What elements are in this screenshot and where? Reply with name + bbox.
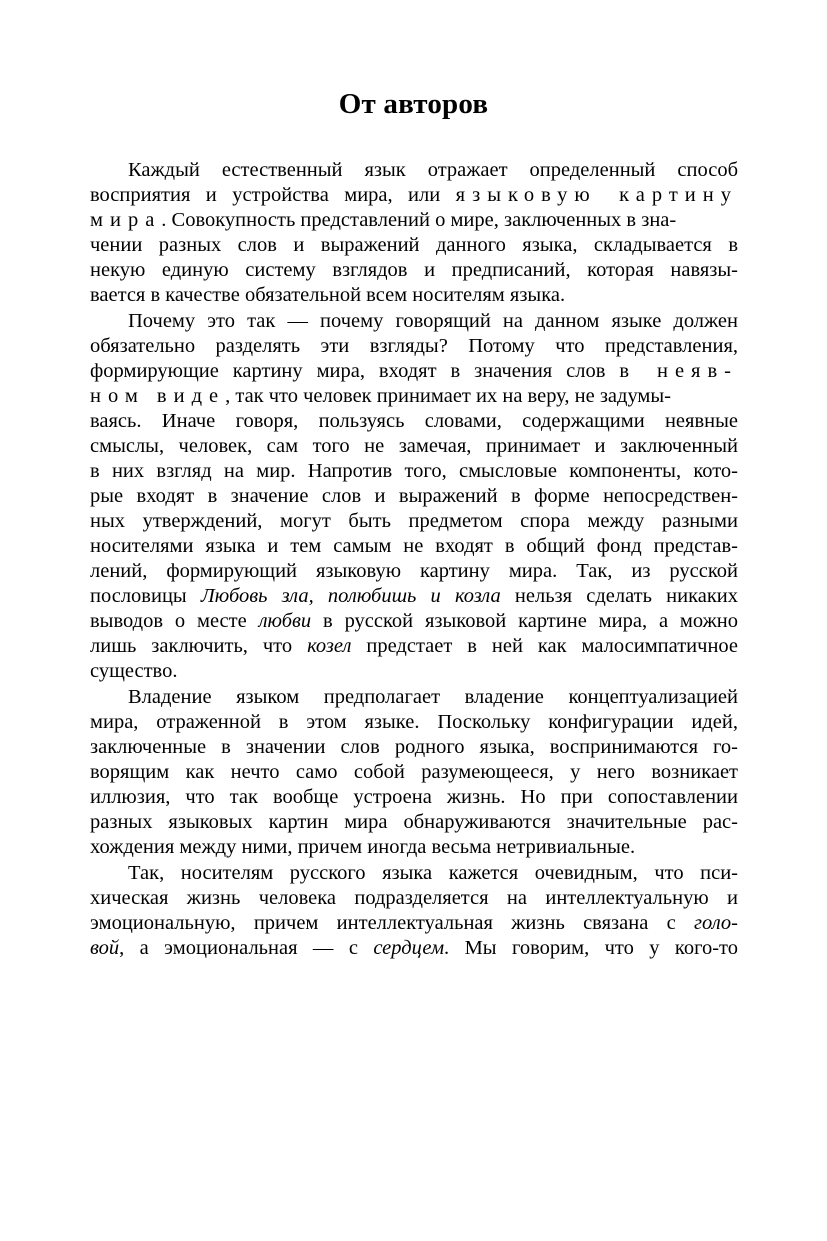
p4-line-3-text: эмоциональную, причем интеллектуальная жизнь связана с [90, 912, 676, 934]
page-title: От авторов [338, 88, 489, 120]
p2-line-7: в них взгляд на мир. Напротив того, смысловые компоненты, кото- [90, 460, 738, 482]
p3-line-3: заключенные в значении слов родного языка, воспринимаются го- [90, 736, 738, 758]
p2-line-4-text: , так что человек принимает их на веру, не задумы- [225, 385, 672, 407]
spaced-term-form: ном виде [90, 385, 226, 407]
p2-line-8: рые входят в значение слов и выражений в форме непосредствен- [90, 485, 738, 507]
p1-line-1: Каждый естественный язык отражает определенный способ [128, 159, 738, 181]
p2-line-11: лений, формирующий языковую картину мира. Так, из русской [90, 560, 738, 582]
p2-line-12-text-end: нельзя сделать никаких [514, 585, 739, 607]
p2-line-10: носителями языка и тем самым не входят в общий фонд представ- [90, 535, 738, 557]
word-head-italic: голо- [693, 912, 738, 934]
p2-line-13-text-end: в русской языковой картине мира, а можно [323, 610, 738, 632]
proverb-italic: Любовь зла, полюбишь и козла [200, 585, 501, 607]
p3-line-7: хождения между ними, причем иногда весьма нетривиальные. [90, 836, 636, 858]
p2-line-6: смыслы, человек, сам того не замечая, принимает и заключенный [90, 435, 738, 457]
p3-line-5: иллюзия, что так вообще устроена жизнь. Но при сопоставлении [90, 786, 738, 808]
word-goat-italic: козел [307, 635, 352, 657]
p3-line-1: Владение языком предполагает владение концептуализацией [128, 686, 738, 708]
p4-line-3 [90, 911, 738, 936]
p4-line-4-text: , а эмоциональная — с [119, 937, 358, 959]
p4-line-4-text-end: . Мы говорим, что у кого-то [444, 937, 739, 959]
spaced-term-world: мира [90, 209, 162, 231]
p1-line-2-text: восприятия и устройства мира, или [90, 184, 441, 206]
word-heart-italic: сердцем [373, 937, 445, 959]
p1-line-4: чении разных слов и выражений данного языка, складывается в [90, 234, 738, 256]
p1-line-3-text: . Совокупность представлений о мире, заключенных в зна- [161, 209, 677, 231]
p2-line-12 [90, 584, 738, 609]
p2-line-3 [90, 359, 738, 384]
p2-line-1: Почему это так — почему говорящий на данном языке должен [128, 310, 738, 332]
p3-line-4: ворящим как нечто само собой разумеющееся, у него возникает [90, 761, 738, 783]
p1-line-3 [90, 208, 738, 233]
p2-line-15: существо. [90, 660, 178, 682]
word-head-italic-end: вой [90, 937, 120, 959]
p2-line-13-text: выводов о месте [90, 610, 247, 632]
p2-line-14-text: лишь заключить, что [90, 635, 293, 657]
p1-line-5: некую единую систему взглядов и предписаний, которая навязы- [90, 259, 738, 281]
p2-line-13 [90, 609, 738, 634]
p1-line-2 [90, 183, 738, 208]
p2-line-12-text: пословицы [90, 585, 187, 607]
spaced-term-language-picture: языковую картину [455, 184, 738, 206]
p2-line-9: ных утверждений, могут быть предметом спора между разными [90, 510, 738, 532]
p3-line-6: разных языковых картин мира обнаруживаются значительные рас- [90, 811, 738, 833]
p1-line-6: вается в качестве обязательной всем носителям языка. [90, 284, 566, 306]
p3-line-2: мира, отраженной в этом языке. Поскольку конфигурации идей, [90, 711, 738, 733]
p2-line-5: ваясь. Иначе говоря, пользуясь словами, содержащими неявные [90, 410, 738, 432]
p2-line-3-text: формирующие картину мира, входят в значения слов [90, 360, 606, 382]
p2-line-14-text-end: предстает в ней как малосимпатичное [366, 635, 739, 657]
p2-line-4 [90, 384, 738, 409]
p2-line-14 [90, 634, 738, 659]
word-love-italic: любви [258, 610, 312, 632]
spaced-term-implicit: в неяв- [619, 360, 738, 382]
p4-line-4 [90, 936, 738, 961]
p4-line-1: Так, носителям русского языка кажется очевидным, что пси- [128, 862, 738, 884]
p2-line-2: обязательно разделять эти взгляды? Потому что представления, [90, 335, 738, 357]
p4-line-2: хическая жизнь человека подразделяется на интеллектуальную и [90, 887, 738, 909]
